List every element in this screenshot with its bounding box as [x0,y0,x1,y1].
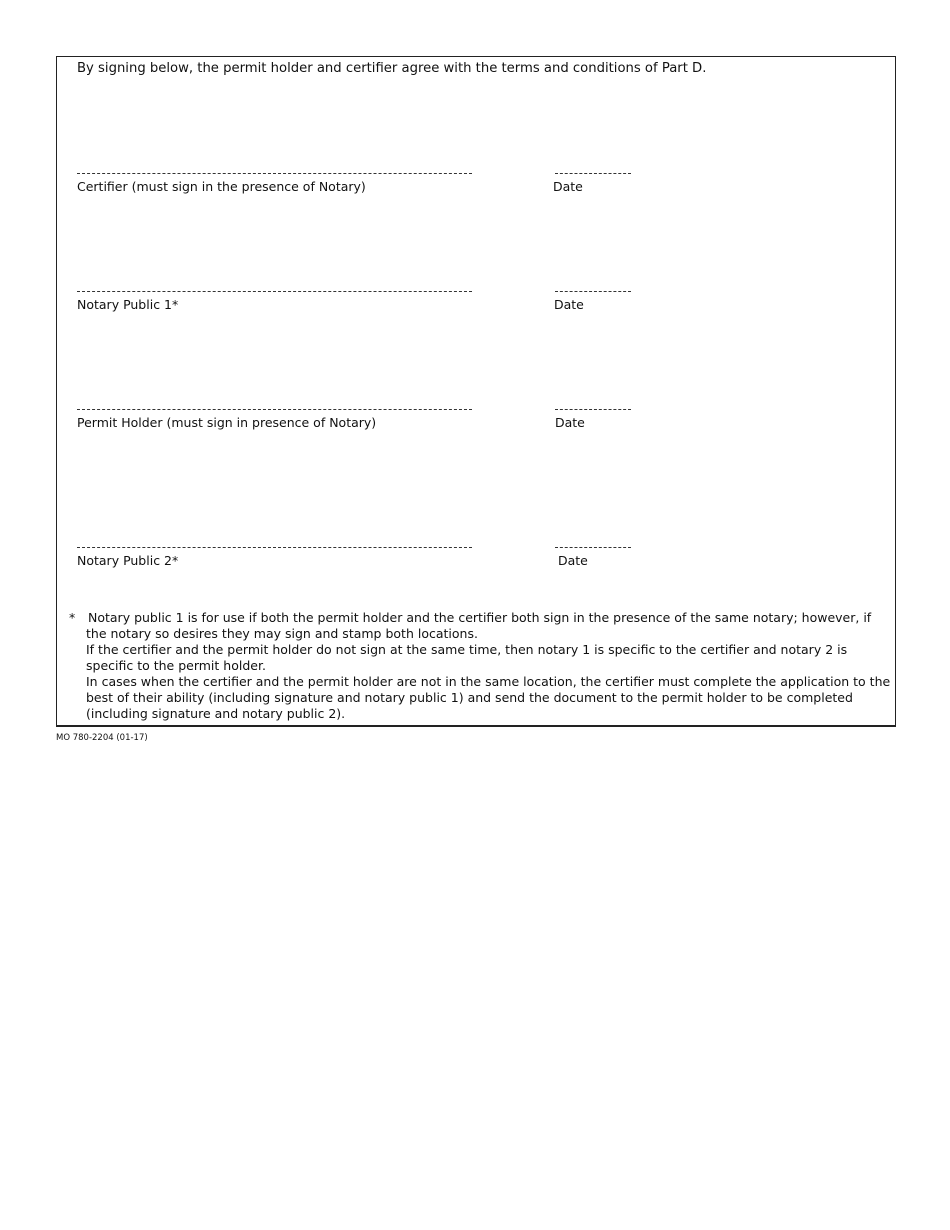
notary-1-signature-line[interactable] [77,291,472,292]
certifier-date-line[interactable] [555,173,631,174]
form-number: MO 780-2204 (01-17) [56,733,148,743]
footnote-marker: * [69,610,76,625]
certifier-date-label: Date [553,179,583,194]
footnote-paragraph: Notary public 1 is for use if both the permit holder and the certifier both sign in the presence of the same notary; however, if the notary so desires they may sign and stamp both locations. [86,610,872,641]
permit-holder-date-line[interactable] [555,409,631,410]
notary-1-date-line[interactable] [555,291,631,292]
agreement-statement: By signing below, the permit holder and certifier agree with the terms and conditions of Part D. [77,61,707,76]
notary-1-date-label: Date [554,297,584,312]
certifier-signature-label: Certifier (must sign in the presence of Notary) [77,179,366,194]
notary-2-date-line[interactable] [555,547,631,548]
notary-2-signature-line[interactable] [77,547,472,548]
signature-section-box [56,56,896,727]
certifier-signature-line[interactable] [77,173,472,174]
notary-2-date-label: Date [558,553,588,568]
notary-footnote [69,610,895,722]
permit-holder-date-label: Date [555,415,585,430]
permit-holder-signature-label: Permit Holder (must sign in presence of Notary) [77,415,377,430]
notary-1-signature-label: Notary Public 1* [77,297,179,312]
permit-holder-signature-line[interactable] [77,409,472,410]
footnote-paragraph: In cases when the certifier and the permit holder are not in the same location, the certifier must complete the application to the best of their ability (including signature and notary public 1) and send the document to the permit holder to be completed (including signature and notary public 2). [86,674,891,721]
notary-2-signature-label: Notary Public 2* [77,553,179,568]
footnote-paragraph: If the certifier and the permit holder do not sign at the same time, then notary 1 is specific to the certifier and notary 2 is specific to the permit holder. [86,642,848,673]
